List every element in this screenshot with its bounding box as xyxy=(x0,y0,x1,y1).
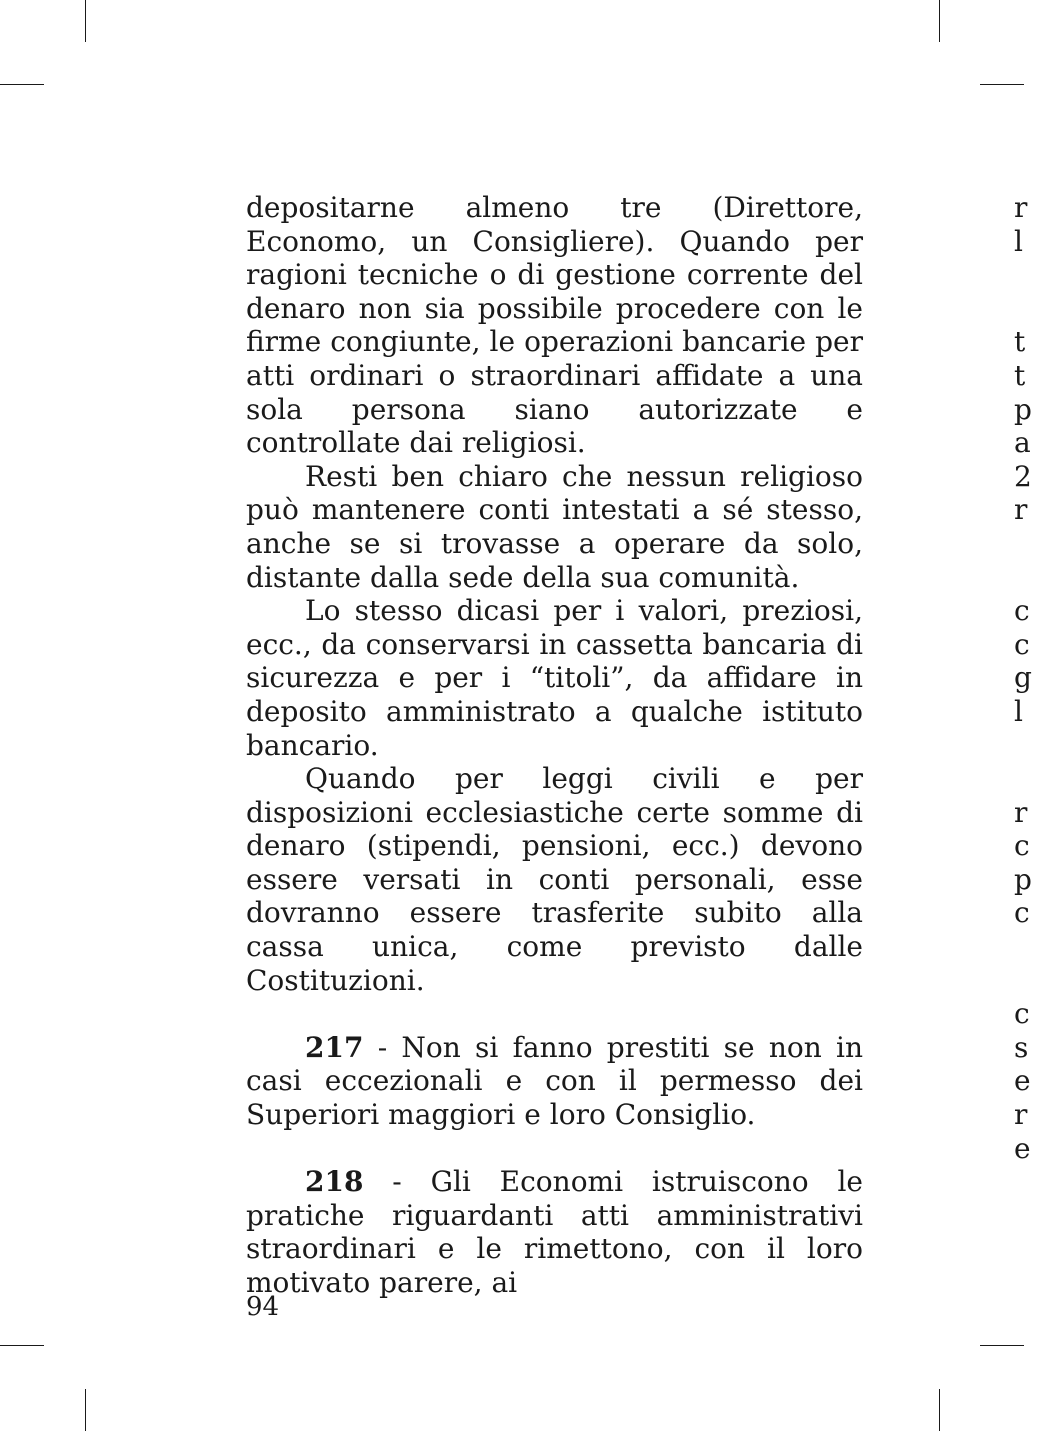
next-page-letter: p xyxy=(1014,392,1032,426)
next-page-letter xyxy=(1014,729,1054,763)
next-page-letter: t xyxy=(1014,358,1026,392)
next-page-letter xyxy=(1014,930,1054,964)
paragraph: Lo stesso dicasi per i valori, preziosi, ecc., da conservarsi in cassetta bancaria di sicurezza e per i “titoli”, da affidare in deposito amministrato a qualche istituto bancario. xyxy=(246,594,863,762)
next-page-letter: r xyxy=(1014,493,1028,527)
crop-mark-top-left xyxy=(85,0,86,42)
next-page-letter xyxy=(1014,527,1054,561)
next-page-letter xyxy=(1014,561,1054,595)
crop-mark-right-bottom xyxy=(980,1345,1024,1346)
crop-mark-right-top xyxy=(980,84,1024,85)
article-text: - Gli Economi istruiscono le pratiche riguardanti atti amministrativi straordinari e le rimettono, con il loro motivato parere, ai xyxy=(246,1165,863,1299)
next-page-letter: g xyxy=(1014,661,1032,695)
next-page-letter: l xyxy=(1014,694,1023,728)
crop-mark-top-right xyxy=(939,0,940,42)
paragraph: Quando per leggi civili e per disposizioni ecclesiastiche certe somme di denaro (stipendi, pensioni, ecc.) devono essere versati in conti personali, esse dovranno essere trasferite subito alla cassa unica, come previsto dalle Costituzioni. xyxy=(246,762,863,997)
crop-mark-left-top xyxy=(0,84,44,85)
page-number: 94 xyxy=(246,1292,280,1322)
crop-mark-bottom-right xyxy=(939,1389,940,1431)
article-217 xyxy=(246,1031,863,1132)
crop-mark-bottom-left xyxy=(85,1389,86,1431)
next-page-letter: r xyxy=(1014,795,1028,829)
article-number: 218 xyxy=(305,1165,364,1199)
next-page-letter: c xyxy=(1014,896,1030,930)
next-page-letter xyxy=(1014,292,1054,326)
next-page-letter: s xyxy=(1014,1030,1029,1064)
next-page-letter: c xyxy=(1014,997,1030,1031)
next-page-letter: c xyxy=(1014,594,1030,628)
next-page-letter xyxy=(1014,762,1054,796)
next-page-letter xyxy=(1014,258,1054,292)
next-page-letter: e xyxy=(1014,1131,1031,1165)
next-page-fragment xyxy=(1014,191,1054,1165)
next-page-letter: c xyxy=(1014,829,1030,863)
paragraph: depositarne almeno tre (Direttore, Economo, un Consigliere). Quando per ragioni tecniche o di gestione corrente del denaro non sia possibile procedere con le firme congiunte, le operazioni bancarie per atti ordinari o straordinari affidate a una sola persona siano autorizzate e controllate dai religiosi. xyxy=(246,191,863,460)
crop-mark-left-bottom xyxy=(0,1345,44,1346)
next-page-letter: l xyxy=(1014,224,1023,258)
next-page-letter: r xyxy=(1014,1098,1028,1132)
paragraph: Resti ben chiaro che nessun religioso può mantenere conti intestati a sé stesso, anche se si trovasse a operare da solo, distante dalla sede della sua comunità. xyxy=(246,459,863,594)
next-page-letter: t xyxy=(1014,325,1026,359)
next-page-letter: a xyxy=(1014,426,1031,460)
next-page-letter: c xyxy=(1014,627,1030,661)
body-text xyxy=(246,191,863,1300)
article-218 xyxy=(246,1165,863,1299)
next-page-letter xyxy=(1014,964,1054,998)
next-page-letter: e xyxy=(1014,1064,1031,1098)
article-number: 217 xyxy=(305,1030,364,1064)
next-page-letter: r xyxy=(1014,191,1028,224)
next-page-letter: p xyxy=(1014,862,1032,896)
article-text: - Non si fanno prestiti se non in casi eccezionali e con il permesso dei Superiori maggiori e loro Consiglio. xyxy=(246,1030,863,1132)
next-page-letter: 2 xyxy=(1014,459,1032,493)
